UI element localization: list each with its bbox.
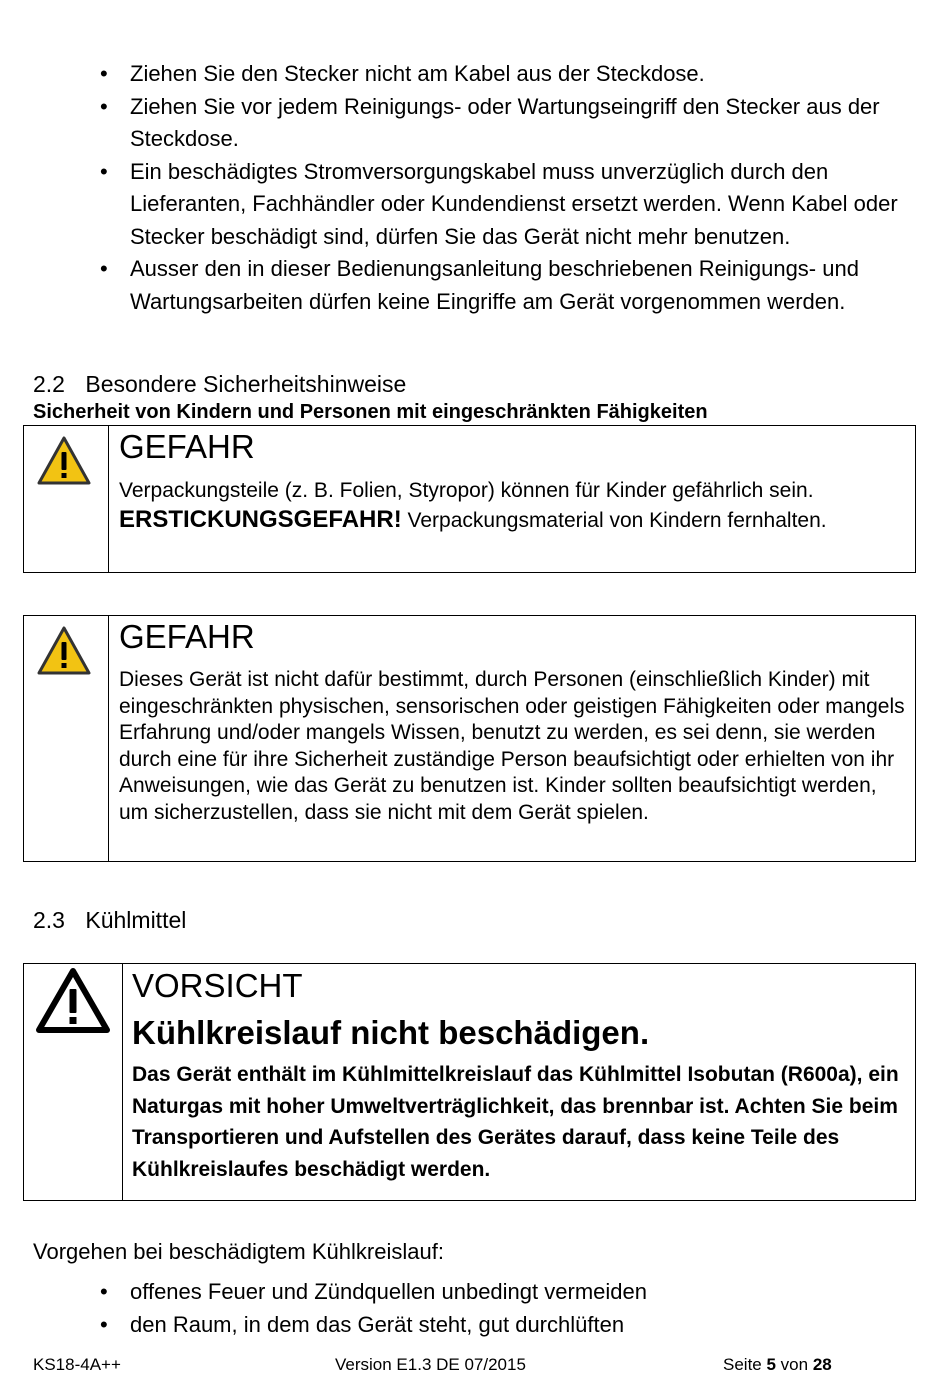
footer-page-number [723, 1355, 832, 1375]
list-item: • Ziehen Sie den Stecker nicht am Kabel aus der Steckdose. [100, 58, 920, 91]
danger-content [119, 618, 911, 826]
danger-box [23, 425, 916, 573]
emphasis-text: ERSTICKUNGSGEFAHR! [119, 505, 402, 533]
section-title: Besondere Sicherheitshinweise [85, 371, 407, 397]
danger-content [119, 428, 909, 534]
danger-text-rest: Verpackungsmaterial von Kindern fernhalten. [401, 508, 827, 532]
footer-page-mid: von [775, 1355, 813, 1374]
section-number: 2.2 [33, 371, 65, 397]
procedure-intro: Vorgehen bei beschädigtem Kühlkreislauf: [33, 1239, 444, 1264]
danger-text-2 [119, 507, 909, 535]
caution-subtitle: Kühlkreislauf nicht beschädigen. [132, 1014, 650, 1051]
warning-triangle-icon [35, 434, 93, 488]
warning-triangle-icon [35, 624, 93, 678]
safety-bullet-list [100, 58, 920, 318]
footer-version: Version E1.3 DE 07/2015 [335, 1355, 526, 1374]
footer-page-prefix: Seite [723, 1355, 767, 1374]
footer-page: 5 [766, 1355, 776, 1374]
list-item: • Ausser den in dieser Bedienungsanleitung beschriebenen Reinigungs- und Wartungsarbeiten dürfen keine Eingriffe am Gerät vorgenommen werden. [100, 253, 920, 318]
section-heading-2-2 [33, 371, 406, 398]
list-item: • den Raum, in dem das Gerät steht, gut durchlüften [100, 1309, 920, 1342]
danger-box [23, 615, 916, 862]
danger-text: Verpackungsteile (z. B. Folien, Styropor) können für Kinder gefährlich sein. [119, 479, 814, 502]
section-number: 2.3 [33, 907, 65, 933]
danger-title: GEFAHR [119, 618, 255, 655]
caution-box [23, 963, 916, 1201]
footer-total: 28 [812, 1355, 832, 1374]
footer-model: KS18-4A++ [33, 1355, 121, 1374]
procedure-list [100, 1276, 920, 1341]
section-subtitle: Sicherheit von Kindern und Personen mit eingeschränkten Fähigkeiten [33, 401, 708, 423]
list-item: • Ziehen Sie vor jedem Reinigungs- oder Wartungseingriff den Stecker aus der Steckdose. [100, 91, 920, 156]
danger-title: GEFAHR [119, 428, 255, 465]
danger-text: Dieses Gerät ist nicht dafür bestimmt, durch Personen (einschließlich Kinder) mit eingeschränkten physischen, sensorischen oder geistigen Fähigkeiten oder mangels Erfahrung und/oder mangels Wissen, benutzt zu werden, es sei denn, sie werden durch eine für ihre Sicherheit zuständige Person beaufsichtigt oder erhielten von ihr Anweisungen, wie das Gerät zu benutzen ist. Kinder sollten beaufsichtigt werden, um sicherzustellen, dass sie nicht mit dem Gerät spielen. [119, 668, 905, 824]
caution-content [132, 964, 907, 1185]
list-item: • offenes Feuer und Zündquellen unbedingt vermeiden [100, 1276, 920, 1309]
list-item: • Ein beschädigtes Stromversorgungskabel muss unverzüglich durch den Lieferanten, Fachhändler oder Kundendienst ersetzt werden. Wenn Kabel oder Stecker beschädigt sind, dürfen Sie das Gerät nicht mehr benutzen. [100, 156, 920, 254]
section-title: Kühlmittel [85, 907, 187, 933]
caution-text: Das Gerät enthält im Kühlmittelkreislauf das Kühlmittel Isobutan (R600a), ein Naturgas mit hoher Umweltverträglichkeit, das brennbar ist. Achten Sie beim Transportieren und Aufstellen des Gerätes darauf, dass keine Teile des Kühlkreislaufes beschädigt werden. [132, 1063, 899, 1181]
caution-title: VORSICHT [132, 967, 303, 1004]
section-heading-2-3 [33, 907, 186, 934]
caution-triangle-icon [34, 966, 112, 1036]
